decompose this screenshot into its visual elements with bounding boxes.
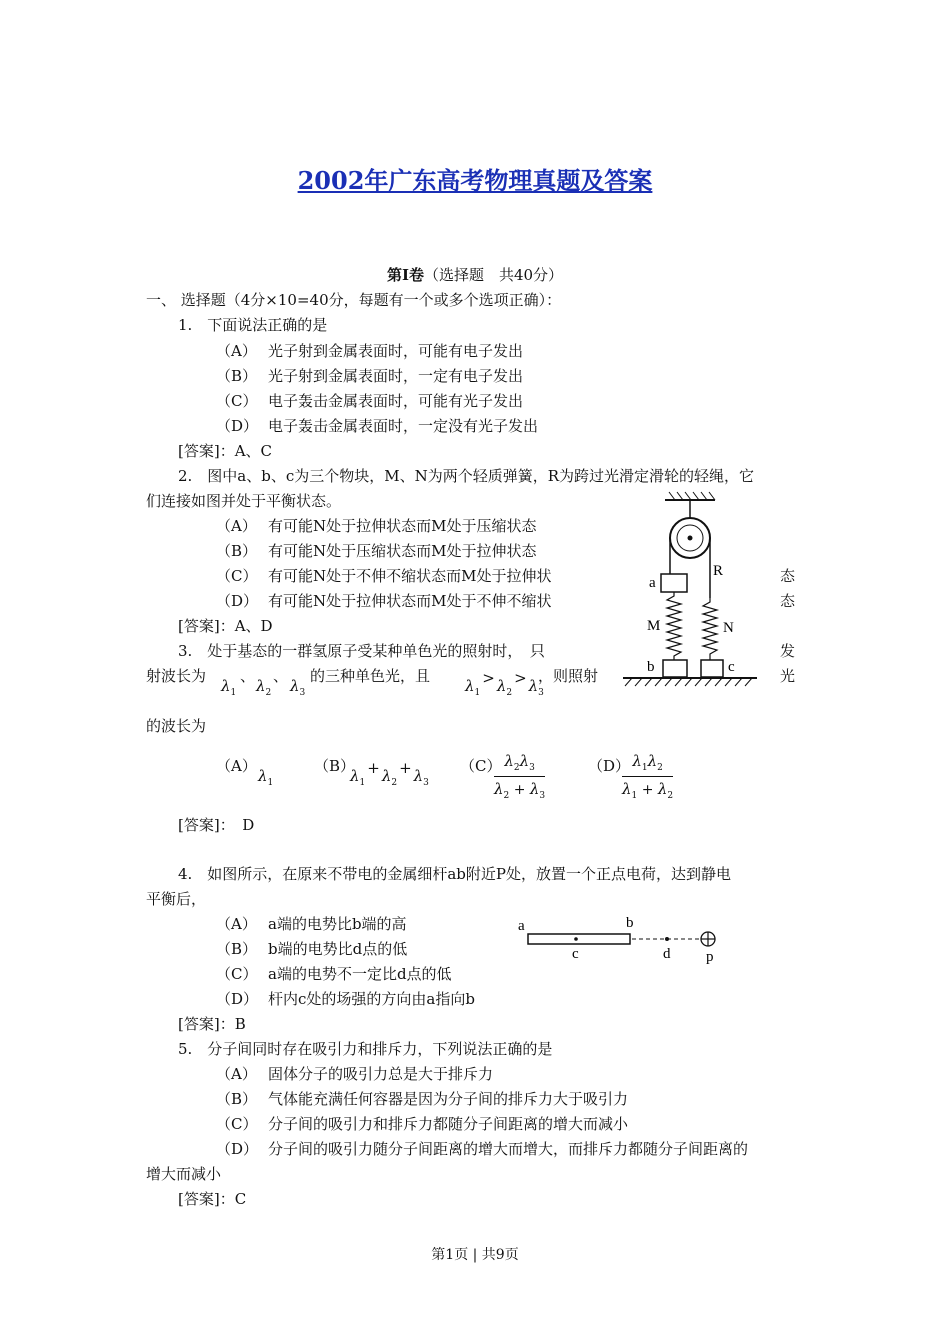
section-heading-rest: （选择题 共40分） bbox=[423, 266, 564, 284]
q1-option-text: 光子射到金属表面时，可能有电子发出 bbox=[268, 342, 524, 360]
q3-option-b-value: $\lambda_1+ \lambda_2+ \lambda_3$ bbox=[350, 759, 429, 788]
q2-label-r: R bbox=[713, 563, 724, 579]
page-footer: 第1页 | 共9页 bbox=[431, 1247, 519, 1263]
section-heading bbox=[0, 264, 950, 285]
q1-option-label: （C） bbox=[216, 392, 258, 410]
q3-separator: 、 bbox=[240, 667, 256, 685]
q5-option-text: 气体能充满任何容器是因为分子间的排斥力大于吸引力 bbox=[268, 1090, 629, 1108]
q1-option-text: 电子轰击金属表面时，可能有光子发出 bbox=[268, 392, 524, 410]
q4-option-text: b端的电势比d点的低 bbox=[268, 940, 408, 958]
q4-option-label: （C） bbox=[216, 965, 258, 983]
q5-option-text: 分子间的吸引力随分子间距离的增大而增大，而排斥力都随分子间距离的 bbox=[268, 1140, 749, 1158]
q5-option-text: 分子间的吸引力和排斥力都随分子间距离的增大而减小 bbox=[268, 1115, 629, 1133]
q2-label-n: N bbox=[723, 620, 734, 636]
q3-lambda3: $\lambda_3$ bbox=[290, 677, 306, 698]
q2-label-c: c bbox=[728, 659, 735, 675]
q2-option-tail: 态 bbox=[780, 592, 796, 610]
q4-option-label: （D） bbox=[216, 990, 259, 1008]
q4-label-p: p bbox=[706, 949, 714, 965]
q3-lambda2: $\lambda_2$ bbox=[256, 677, 272, 698]
q4-option-text: a端的电势不一定比d点的低 bbox=[268, 965, 452, 983]
q4-option-label: （B） bbox=[216, 940, 258, 958]
q4-stem-cont: 平衡后， bbox=[146, 890, 207, 908]
q2-option-text: 有可能N处于压缩状态而M处于拉伸状态 bbox=[268, 542, 537, 560]
q2-option-text: 有可能N处于不伸不缩状态而M处于拉伸状 bbox=[268, 567, 552, 585]
q5-option-text: 固体分子的吸引力总是大于排斥力 bbox=[268, 1065, 494, 1083]
q5-answer: [答案]：C bbox=[178, 1190, 247, 1208]
q2-option-label: （D） bbox=[216, 592, 259, 610]
q1-stem: 1. 下面说法正确的是 bbox=[178, 316, 328, 334]
q5-option-text-cont: 增大而减小 bbox=[146, 1165, 222, 1183]
q1-option-text: 电子轰击金属表面时，一定没有光子发出 bbox=[268, 417, 539, 435]
q1-option-label: （B） bbox=[216, 367, 258, 385]
q2-figure bbox=[615, 490, 760, 700]
q5-stem: 5. 分子间同时存在吸引力和排斥力，下列说法正确的是 bbox=[178, 1040, 553, 1058]
q1-answer: [答案]：A、C bbox=[178, 442, 273, 460]
q4-figure bbox=[510, 910, 730, 970]
q1-option-label: （A） bbox=[216, 342, 257, 360]
q4-option-text: a端的电势比b端的高 bbox=[268, 915, 407, 933]
q3-option-label: （B） bbox=[314, 757, 356, 775]
q5-option-label: （A） bbox=[216, 1065, 257, 1083]
q4-answer: [答案]：B bbox=[178, 1015, 246, 1033]
q4-label-b: b bbox=[626, 915, 634, 931]
q4-option-text: 杆内c处的场强的方向由a指向b bbox=[268, 990, 475, 1008]
q2-option-text: 有可能N处于拉伸状态而M处于压缩状态 bbox=[268, 517, 537, 535]
q1-option-text: 光子射到金属表面时，一定有电子发出 bbox=[268, 367, 524, 385]
q3-option-d-fraction: $\frac{\lambda_1\lambda_2}{\lambda_1 + \lambda_2}$ bbox=[622, 752, 674, 801]
q3-stem-tail: 发 bbox=[780, 642, 796, 660]
section-intro: 一、 选择题（4分×10=40分，每题有一个或多个选项正确）： bbox=[146, 291, 562, 309]
q3-separator: 、 bbox=[273, 667, 289, 685]
q3-stem: 3. 处于基态的一群氢原子受某种单色光的照射时， 只 bbox=[178, 642, 545, 660]
q3-stem-line2: 射波长为 bbox=[146, 667, 207, 685]
q2-answer: [答案]：A、D bbox=[178, 617, 273, 635]
q3-option-label: （D） bbox=[588, 757, 631, 775]
q2-option-label: （B） bbox=[216, 542, 258, 560]
q2-option-label: （C） bbox=[216, 567, 258, 585]
q4-stem: 4. 如图所示，在原来不带电的金属细杆ab附近P处，放置一个正点电荷，达到静电 bbox=[178, 865, 731, 883]
q5-option-label: （C） bbox=[216, 1115, 258, 1133]
q4-label-c: c bbox=[572, 946, 579, 962]
q3-answer: [答案]： D bbox=[178, 816, 255, 834]
q3-inequality: $\lambda_1> \lambda_2> \lambda_3$ bbox=[465, 669, 544, 698]
q3-option-a-value: $\lambda_1$ bbox=[258, 767, 274, 788]
q4-label-a: a bbox=[518, 918, 525, 934]
q3-option-label: （A） bbox=[216, 757, 257, 775]
q2-label-m: M bbox=[647, 618, 661, 634]
q2-option-label: （A） bbox=[216, 517, 257, 535]
q3-stem-line2-end: ，则照射 bbox=[538, 667, 599, 685]
q2-label-a: a bbox=[649, 575, 656, 591]
section-heading-bold: 第Ⅰ卷 bbox=[386, 266, 424, 284]
q3-lambda1: $\lambda_1$ bbox=[221, 677, 237, 698]
page-title[interactable]: 2002年广东高考物理真题及答案 bbox=[297, 166, 653, 195]
q4-label-d: d bbox=[663, 946, 671, 962]
q2-option-text: 有可能N处于拉伸状态而M处于不伸不缩状 bbox=[268, 592, 552, 610]
q5-option-label: （D） bbox=[216, 1140, 259, 1158]
q3-option-label: （C） bbox=[460, 757, 502, 775]
q4-option-label: （A） bbox=[216, 915, 257, 933]
q1-option-label: （D） bbox=[216, 417, 259, 435]
q2-stem-cont: 们连接如图并处于平衡状态。 bbox=[146, 492, 342, 510]
q2-label-b: b bbox=[647, 659, 655, 675]
q2-stem: 2. 图中a、b、c为三个物块，M、N为两个轻质弹簧，R为跨过光滑定滑轮的轻绳，它 bbox=[178, 467, 755, 485]
q5-option-label: （B） bbox=[216, 1090, 258, 1108]
q3-stem-tail: 光 bbox=[780, 667, 796, 685]
q2-option-tail: 态 bbox=[780, 567, 796, 585]
q3-stem-line3: 的波长为 bbox=[146, 717, 207, 735]
q3-option-c-fraction: $\frac{\lambda_2\lambda_3}{\lambda_2 + \lambda_3}$ bbox=[494, 752, 546, 801]
q3-stem-line2-mid: 的三种单色光，且 bbox=[310, 667, 431, 685]
